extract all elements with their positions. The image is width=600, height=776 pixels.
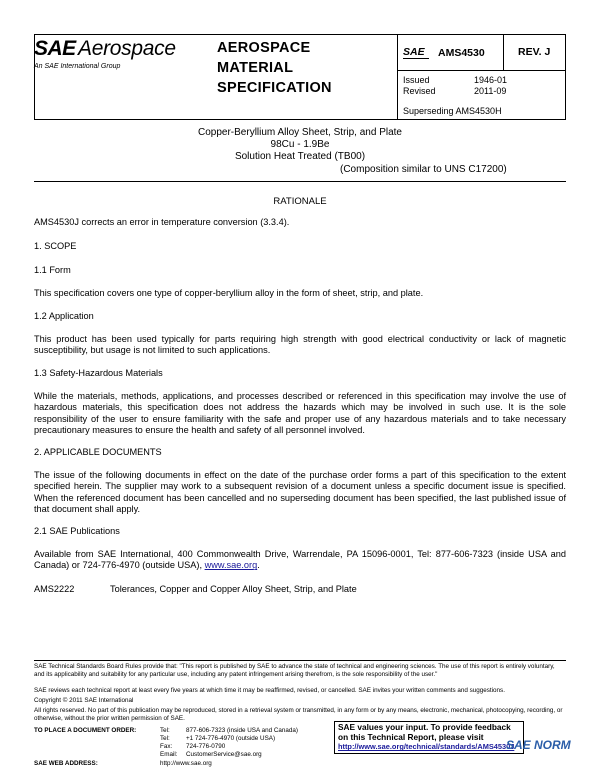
section-heading-form: 1.1 Form — [34, 265, 71, 275]
feedback-line: on this Technical Report, please visit — [338, 731, 484, 742]
footer-rights-text: All rights reserved. No part of this publication may be reproduced, stored in a retrieval system or transmitted, in any form or by any means, electronic, mechanical, photocopying, recording, or otherwise, without the prior written permission of SAE. — [34, 707, 563, 723]
tel-label: Tel: — [160, 735, 170, 742]
sae-publications-paragraph: Available from SAE International, 400 Commonwealth Drive, Warrendale, PA 15096-0001, Tel: 877-606-7323 (inside USA and Canada) or 724-776-4970 (outside USA), www.sae.org. — [34, 549, 566, 571]
section-heading-scope: 1. SCOPE — [34, 241, 77, 251]
issued-date: 1946-01 — [474, 75, 508, 85]
safety-paragraph: While the materials, methods, applications, and processes described or referenced in this specification may involve the use of hazardous materials, this specification does not address the hazards which may be involved in such use. It is the sole responsibility of the user to ensure familiarity with the safe and proper use of any hazardous materials and to take necessary precautionary measures to ensure the health and safety of all personnel involved. — [34, 391, 566, 436]
tel-inside-usa: 877-606-7323 (inside USA and Canada) — [186, 727, 299, 734]
condition: Solution Heat Treated (TB00) — [234, 151, 366, 162]
fax-number: 724-776-0790 — [186, 743, 226, 750]
revision-label: REV. J — [518, 46, 551, 58]
spec-title-line: SPECIFICATION — [217, 80, 332, 96]
sae-mark-underline — [403, 58, 429, 59]
header-divider — [397, 70, 566, 71]
revised-date: 2011-09 — [474, 86, 507, 96]
sae-publications-text: Available from SAE International, 400 Commonwealth Drive, Warrendale, PA 15096-0001, Tel: 877-606-7323 (inside USA and Canada) or 724-776-4970 (outside USA), — [34, 549, 566, 571]
section-heading-application: 1.2 Application — [34, 311, 94, 321]
section-heading-safety: 1.3 Safety-Hazardous Materials — [34, 368, 163, 378]
tel-outside-usa: +1 724-776-4970 (outside USA) — [186, 735, 276, 742]
uns-note: (Composition similar to UNS C17200) — [340, 164, 507, 175]
order-label: TO PLACE A DOCUMENT ORDER: — [34, 727, 137, 734]
spec-title-line: MATERIAL — [217, 60, 294, 76]
revised-label: Revised — [403, 86, 436, 96]
logo-subtitle: An SAE International Group — [34, 63, 121, 70]
composition: 98Cu - 1.9Be — [270, 139, 330, 150]
feedback-text — [338, 723, 514, 752]
rationale-heading: RATIONALE — [273, 196, 327, 207]
superseding-note: Superseding AMS4530H — [403, 106, 502, 116]
issued-label: Issued — [403, 75, 430, 85]
reference-code: AMS2222 — [34, 584, 75, 594]
email-label: Email: — [160, 751, 178, 758]
aerospace-logo-text: Aerospace — [78, 37, 176, 60]
section-heading-sae-publications: 2.1 SAE Publications — [34, 526, 120, 536]
footer-copyright: Copyright © 2011 SAE International — [34, 697, 134, 704]
header-divider — [397, 34, 398, 120]
form-paragraph: This specification covers one type of copper-beryllium alloy in the form of sheet, strip, and plate. — [34, 288, 424, 298]
fax-label: Fax: — [160, 743, 173, 750]
document-number: AMS4530 — [438, 47, 485, 59]
feedback-line: SAE values your input. To provide feedback — [338, 722, 511, 732]
sae-logo: SAE — [34, 37, 76, 60]
web-address[interactable]: http://www.sae.org — [160, 760, 212, 767]
sae-mark: SAE — [403, 46, 425, 58]
applicable-documents-paragraph: The issue of the following documents in effect on the date of the purchase order forms a part of this specification to the extent specified herein. The supplier may work to a subsequent revision of a document unless a specific document issue is specified. When the referenced document has been cancelled and no superseding document has been specified, the last published issue of that document shall apply. — [34, 470, 566, 515]
sae-website-link[interactable]: www.sae.org — [204, 560, 258, 571]
spec-type-title — [217, 38, 332, 98]
email-address[interactable]: CustomerService@sae.org — [186, 751, 262, 758]
watermark-logo: SAE NORM — [506, 738, 571, 752]
tel-label: Tel: — [160, 727, 170, 734]
rationale-text: AMS4530J corrects an error in temperature conversion (3.3.4). — [34, 217, 290, 227]
header-divider — [503, 34, 504, 70]
footer-review-text: SAE reviews each technical report at least every five years at which time it may be reaffirmed, revised, or cancelled. SAE invites your written comments and suggestions. — [34, 687, 505, 694]
footer-separator — [34, 660, 566, 661]
web-label: SAE WEB ADDRESS: — [34, 760, 98, 767]
spec-title-line: AEROSPACE — [217, 40, 311, 56]
material-title: Copper-Beryllium Alloy Sheet, Strip, and Plate — [198, 127, 402, 138]
application-paragraph: This product has been used typically for parts requiring high strength with good electrical conductivity or lack of magnetic susceptibility, but usage is not limited to such applications. — [34, 334, 566, 356]
section-heading-applicable-documents: 2. APPLICABLE DOCUMENTS — [34, 447, 162, 457]
reference-title: Tolerances, Copper and Copper Alloy Sheet, Strip, and Plate — [110, 584, 357, 594]
feedback-link[interactable]: http://www.sae.org/technical/standards/AMS4530J — [338, 742, 515, 752]
title-separator — [34, 181, 566, 182]
footer-rules-text: SAE Technical Standards Board Rules provide that: "This report is published by SAE to advance the state of technical and engineering sciences. The use of this report is entirely voluntary, and its applicability and suitability for any particular use, including any patent infringement arising therefrom, is the sole responsibility of the user." — [34, 663, 555, 679]
